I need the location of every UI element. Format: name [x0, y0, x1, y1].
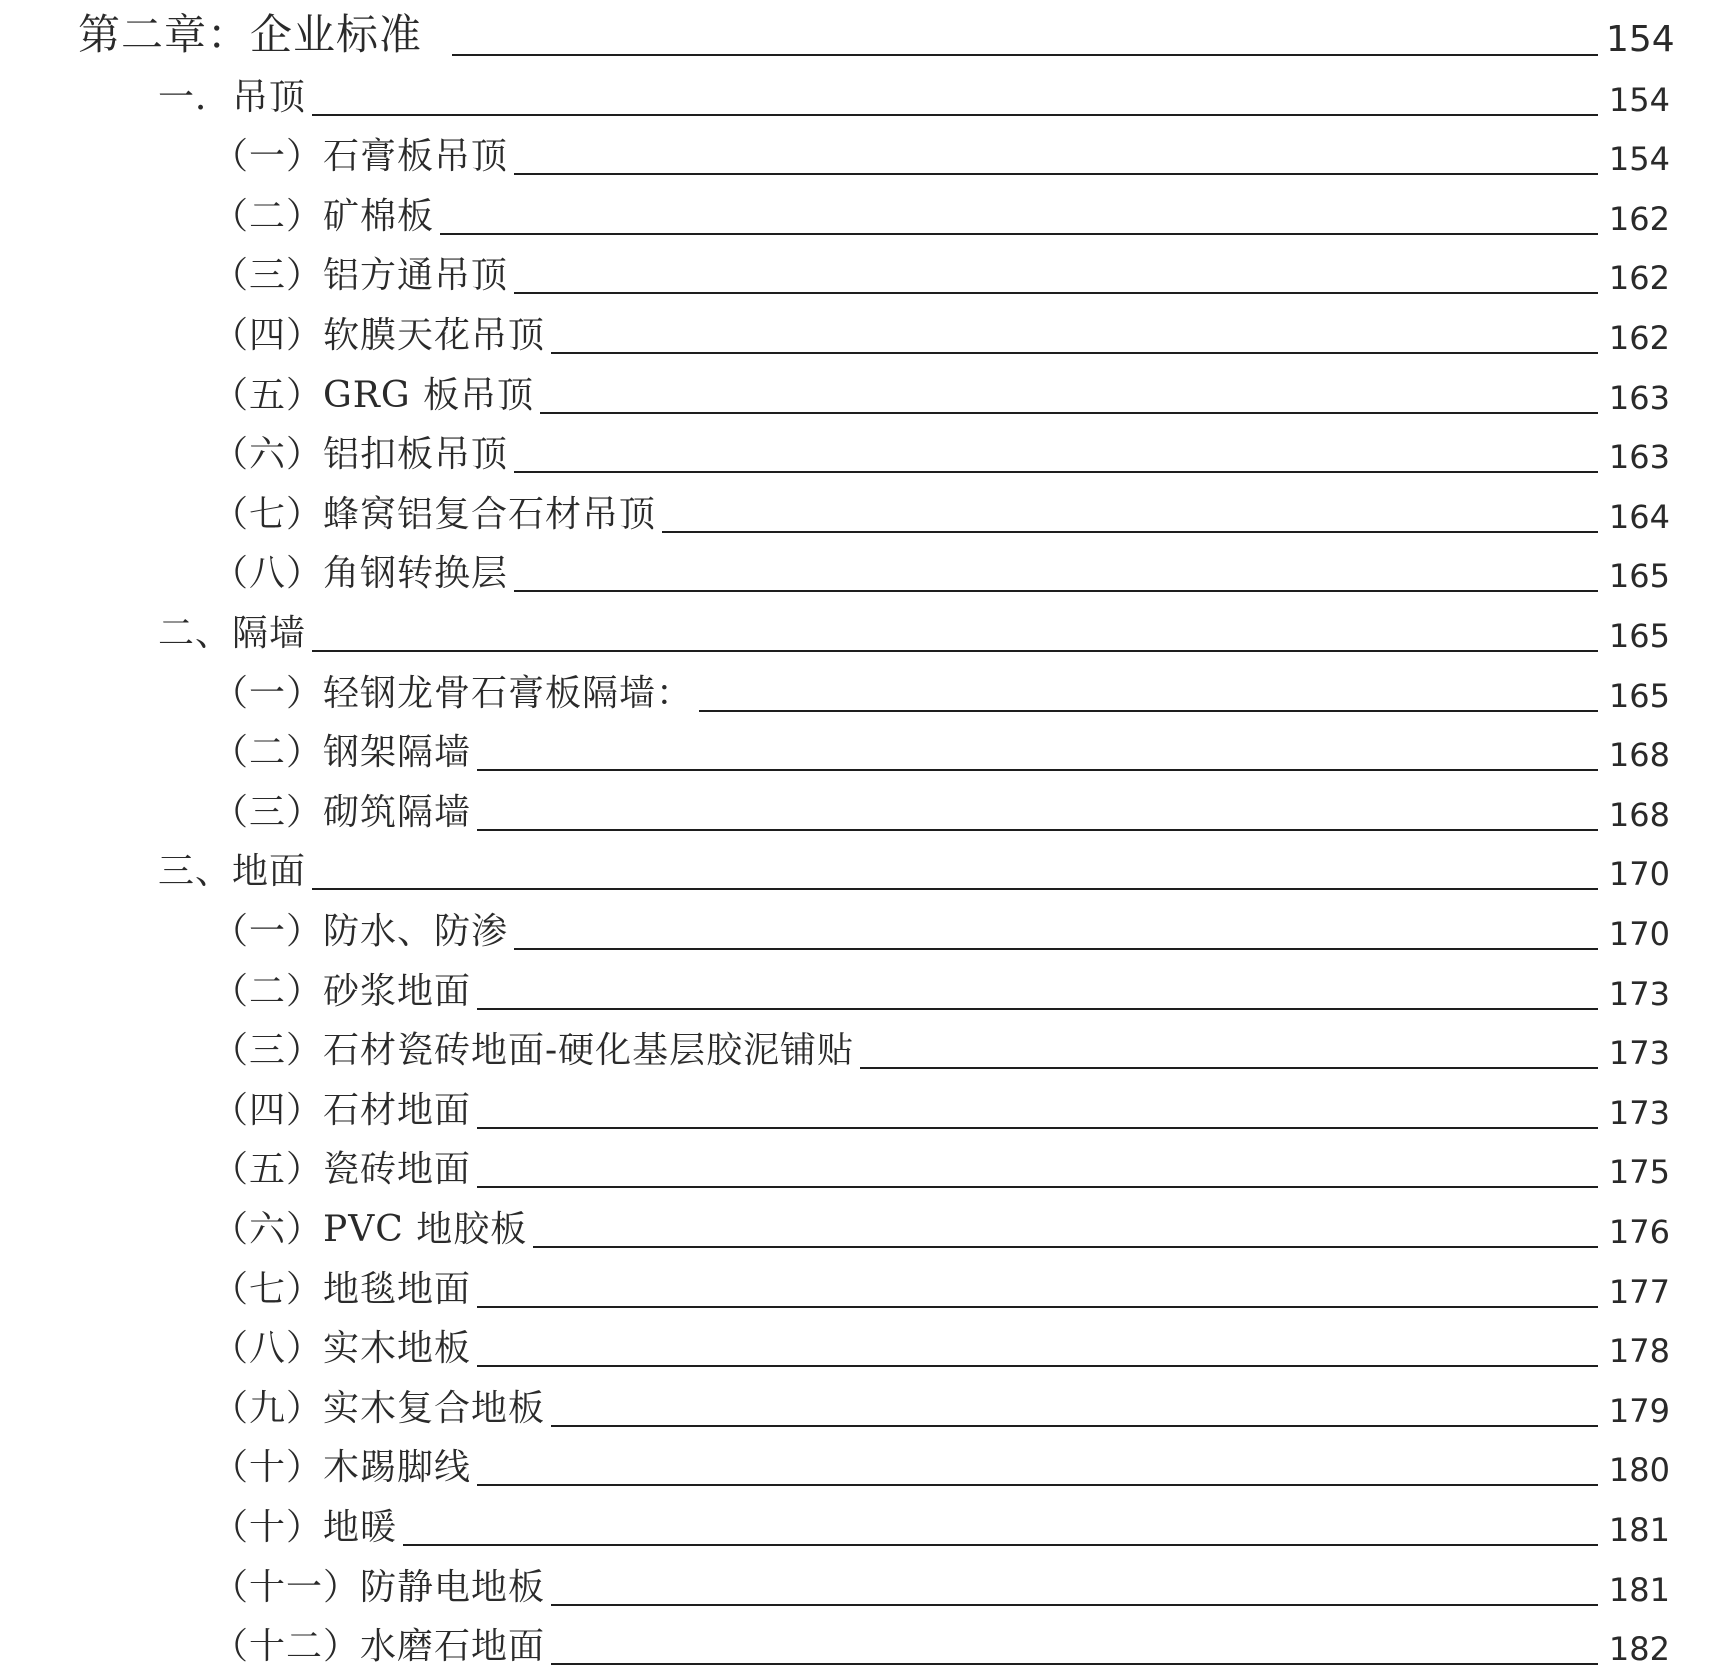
- toc-entry[interactable]: [212, 1144, 1670, 1192]
- toc-page-number: 180: [1608, 1451, 1670, 1489]
- toc-entry-title: （二）钢架隔墙: [212, 732, 472, 773]
- toc-entry-title: 第二章：企业标准: [78, 10, 423, 59]
- toc-leader-line: [312, 114, 1598, 116]
- toc-leader-line: [452, 54, 1598, 56]
- toc-leader-line: [312, 650, 1598, 652]
- toc-page-number: 162: [1608, 319, 1670, 357]
- toc-entry-title: （九）实木复合地板: [212, 1388, 546, 1429]
- toc-leader-line: [403, 1544, 1598, 1546]
- toc-entry-title: （六）铝扣板吊顶: [212, 434, 509, 475]
- toc-leader-line: [662, 531, 1598, 533]
- toc-leader-line: [514, 173, 1598, 175]
- toc-page-number: 182: [1608, 1630, 1670, 1668]
- toc-entry-title: （十）木踢脚线: [212, 1447, 472, 1488]
- toc-entry-title: （五）GRG 板吊顶: [212, 375, 535, 416]
- toc-page-number: 165: [1608, 557, 1670, 595]
- toc-entry-title: （七）蜂窝铝复合石材吊顶: [212, 494, 657, 535]
- toc-entry-title: （十二）水磨石地面: [212, 1626, 546, 1667]
- toc-entry[interactable]: [212, 1204, 1670, 1252]
- toc-entry[interactable]: [212, 966, 1670, 1014]
- toc-page-number: 162: [1608, 200, 1670, 238]
- toc-leader-line: [312, 888, 1598, 890]
- toc-page-number: 162: [1608, 259, 1670, 297]
- toc-leader-line: [551, 352, 1598, 354]
- toc-page-number: 168: [1608, 796, 1670, 834]
- toc-page-number: 173: [1608, 975, 1670, 1013]
- toc-leader-line: [514, 292, 1598, 294]
- toc-entry-title: （七）地毯地面: [212, 1269, 472, 1310]
- toc-leader-line: [477, 1186, 1598, 1188]
- toc-entry[interactable]: [212, 310, 1670, 358]
- toc-leader-line: [514, 948, 1598, 950]
- toc-entry[interactable]: [212, 370, 1670, 418]
- toc-entry[interactable]: [212, 906, 1670, 954]
- toc-entry-title: （八）实木地板: [212, 1328, 472, 1369]
- toc-entry[interactable]: [212, 1085, 1670, 1133]
- toc-entry-title: （三）铝方通吊顶: [212, 255, 509, 296]
- toc-leader-line: [477, 829, 1598, 831]
- toc-entry-title: （四）石材地面: [212, 1090, 472, 1131]
- toc-entry[interactable]: [212, 429, 1670, 477]
- toc-entry[interactable]: [212, 250, 1670, 298]
- toc-leader-line: [477, 1008, 1598, 1010]
- toc-page-number: 179: [1608, 1392, 1670, 1430]
- toc-page-number: 173: [1608, 1094, 1670, 1132]
- toc-entry-title: （一）石膏板吊顶: [212, 136, 509, 177]
- toc-page-number: 173: [1608, 1034, 1670, 1072]
- toc-entry-title: 一．吊顶: [158, 77, 307, 118]
- toc-page-number: 154: [1606, 19, 1675, 60]
- toc-entry[interactable]: [212, 1264, 1670, 1312]
- toc-entry-title: （八）角钢转换层: [212, 553, 509, 594]
- toc-page-number: 164: [1608, 498, 1670, 536]
- toc-leader-line: [533, 1246, 1598, 1248]
- toc-entry[interactable]: [212, 131, 1670, 179]
- toc-page-number: 154: [1608, 81, 1670, 119]
- toc-leader-line: [514, 471, 1598, 473]
- toc-leader-line: [514, 590, 1598, 592]
- toc-entry[interactable]: [212, 1502, 1670, 1550]
- toc-entry[interactable]: [212, 668, 1670, 716]
- toc-page-number: 165: [1608, 677, 1670, 715]
- toc-entry[interactable]: [212, 548, 1670, 596]
- toc-page-number: 178: [1608, 1332, 1670, 1370]
- toc-entry-title: （一）防水、防渗: [212, 911, 509, 952]
- toc-page-number: 177: [1608, 1273, 1670, 1311]
- toc-leader-line: [540, 412, 1598, 414]
- toc-entry[interactable]: [212, 727, 1670, 775]
- toc-entry[interactable]: [212, 1562, 1670, 1610]
- toc-page-number: 175: [1608, 1153, 1670, 1191]
- toc-leader-line: [440, 233, 1598, 235]
- toc-leader-line: [551, 1425, 1598, 1427]
- toc-entry[interactable]: [212, 1323, 1670, 1371]
- toc-page-number: 181: [1608, 1571, 1670, 1609]
- toc-leader-line: [477, 1306, 1598, 1308]
- toc-leader-line: [551, 1604, 1598, 1606]
- toc-leader-line: [477, 1484, 1598, 1486]
- toc-entry[interactable]: [158, 608, 1670, 656]
- toc-entry[interactable]: [212, 1383, 1670, 1431]
- toc-entry[interactable]: [212, 1442, 1670, 1490]
- toc-leader-line: [551, 1663, 1598, 1665]
- toc-page-number: 181: [1608, 1511, 1670, 1549]
- toc-entry-title: 三、地面: [158, 851, 307, 892]
- toc-entry[interactable]: [158, 846, 1670, 894]
- toc-entry-title: （三）石材瓷砖地面-硬化基层胶泥铺贴: [212, 1030, 855, 1071]
- toc-entry-title: （十）地暖: [212, 1507, 398, 1548]
- toc-entry[interactable]: [212, 1025, 1670, 1073]
- toc-entry-title: 二、隔墙: [158, 613, 307, 654]
- toc-page-number: 170: [1608, 915, 1670, 953]
- toc-entry-title: （四）软膜天花吊顶: [212, 315, 546, 356]
- toc-page-number: 163: [1608, 379, 1670, 417]
- toc-leader-line: [477, 769, 1598, 771]
- toc-entry[interactable]: [212, 489, 1670, 537]
- toc-leader-line: [477, 1365, 1598, 1367]
- toc-entry[interactable]: [212, 1621, 1670, 1669]
- toc-leader-line: [860, 1067, 1598, 1069]
- toc-leader-line: [477, 1127, 1598, 1129]
- toc-page-number: 176: [1608, 1213, 1670, 1251]
- toc-entry-title: （一）轻钢龙骨石膏板隔墙：: [212, 673, 694, 714]
- toc-leader-line: [699, 710, 1598, 712]
- toc-entry-title: （二）砂浆地面: [212, 971, 472, 1012]
- toc-entry-title: （五）瓷砖地面: [212, 1149, 472, 1190]
- toc-page-number: 165: [1608, 617, 1670, 655]
- toc-page-number: 168: [1608, 736, 1670, 774]
- toc-entry-title: （六）PVC 地胶板: [212, 1209, 528, 1250]
- toc-entry[interactable]: [212, 787, 1670, 835]
- toc-entry-title: （十一）防静电地板: [212, 1567, 546, 1608]
- toc-entry[interactable]: [158, 72, 1670, 120]
- toc-page-number: 170: [1608, 855, 1670, 893]
- toc-entry-title: （三）砌筑隔墙: [212, 792, 472, 833]
- toc-page-number: 154: [1608, 140, 1670, 178]
- toc-entry[interactable]: [212, 191, 1670, 239]
- toc-page-number: 163: [1608, 438, 1670, 476]
- toc-entry[interactable]: [78, 10, 1675, 60]
- toc-entry-title: （二）矿棉板: [212, 196, 435, 237]
